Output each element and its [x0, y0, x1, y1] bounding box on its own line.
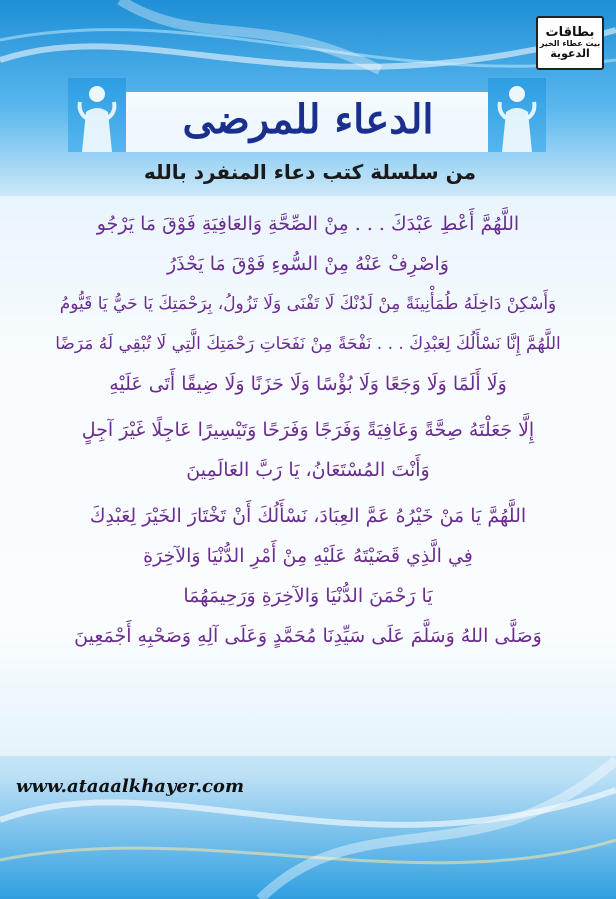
dua-line: اللَّهُمَّ يَا مَنْ خَيْرُهُ عَمَّ العِبَادَ، نَسْأَلُكَ أَنْ تَخْتَارَ الخَيْرَ لِعَبْدِكَ: [89, 505, 527, 527]
logo-line-1: بطاقات: [545, 25, 595, 41]
dua-line: وَلَا أَلَمًا وَلَا وَجَعًا وَلَا بُؤْسًا وَلَا حَزَنًا وَلَا ضِيقًا أَتَى عَلَيْهِ: [109, 373, 507, 395]
praying-figure-icon: [68, 78, 126, 152]
website-link[interactable]: www.ataaalkhayer.com: [16, 776, 244, 797]
logo-line-2: بيت عطاء الخير: [539, 38, 601, 48]
dua-line: اللَّهُمَّ إِنَّا نَسْأَلُكَ لِعَبْدِكَ . . . نَفْحَةً مِنْ نَفَحَاتِ رَحْمَتِكَ الَّتِي لَا تُبْقِي لَهُ مَرَضًا: [55, 334, 561, 354]
brand-logo: [536, 16, 604, 70]
dua-line: وَأَنْتَ المُسْتَعَانُ، يَا رَبَّ العَالَمِينَ: [186, 459, 430, 481]
dua-line: وَصَلَّى اللهُ وَسَلَّمَ عَلَى سَيِّدِنَا مُحَمَّدٍ وَعَلَى آلِهِ وَصَحْبِهِ أَجْمَعِينَ: [74, 625, 542, 647]
praying-figure-icon: [488, 78, 546, 152]
dua-line: وَاصْرِفْ عَنْهُ مِنْ السُّوءِ فَوْقَ مَا يَحْذَرُ: [167, 253, 449, 275]
dua-line: إِلَّا جَعَلْتَهُ صِحَّةً وَعَافِيَةً وَفَرَجًا وَفَرَحًا وَتَيْسِيرًا عَاجِلًا غَيْرَ آجِلٍ: [81, 419, 535, 441]
dua-line: وَأَسْكِنْ دَاخِلَهُ طُمَأْنِينَةً مِنْ لَدُنْكَ لَا تَفْنَى وَلَا تَزُولُ، بِرَحْمَتِكَ يَا حَيُّ يَا قَيُّومُ: [59, 294, 557, 314]
dua-line: اللَّهُمَّ أَعْطِ عَبْدَكَ . . . مِنْ الصِّحَّةِ وَالعَافِيَةِ فَوْقَ مَا يَرْجُو: [96, 213, 520, 235]
dua-text: [14, 204, 602, 656]
dua-line: يَا رَحْمَنَ الدُّنْيَا وَالآخِرَةِ وَرَحِيمَهُمَا: [183, 585, 433, 607]
dua-line: فِي الَّذِي قَضَيْتَهُ عَلَيْهِ مِنْ أَمْرِ الدُّنْيَا وَالآخِرَةِ: [143, 545, 473, 567]
logo-line-3: الدعوية: [550, 47, 590, 61]
card-subtitle: من سلسلة كتب دعاء المنفرد بالله: [143, 160, 477, 184]
card-title: الدعاء للمرضى: [182, 96, 434, 143]
